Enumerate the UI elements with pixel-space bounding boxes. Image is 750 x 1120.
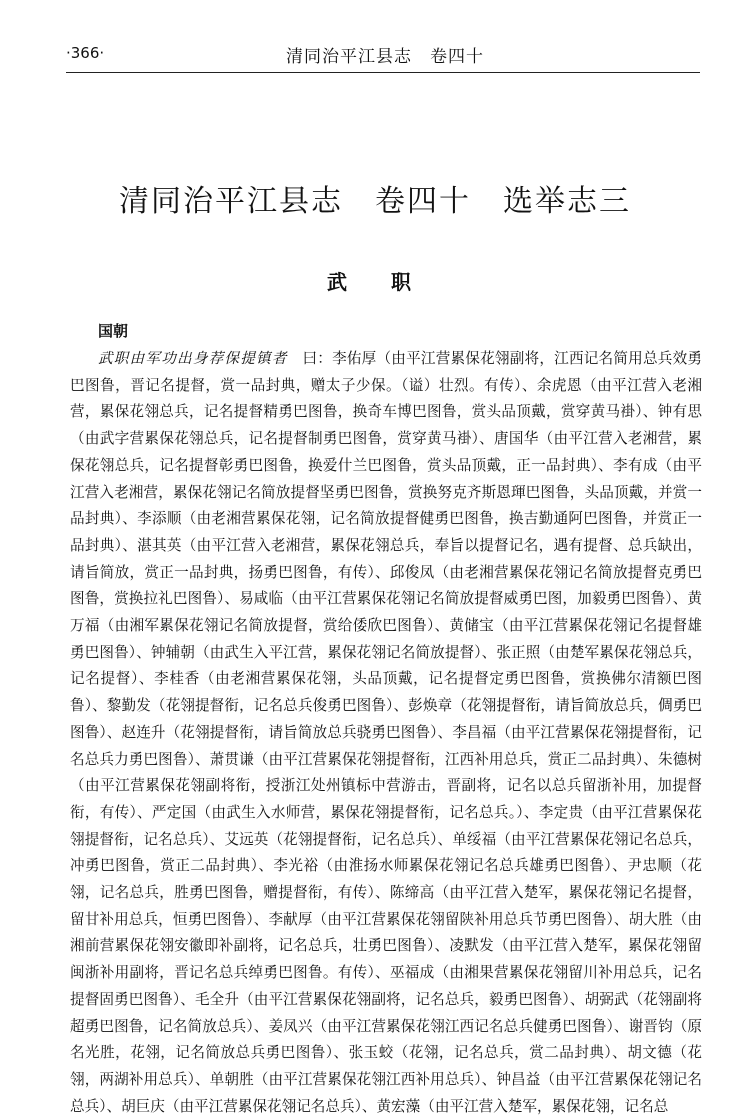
page-header <box>66 38 700 73</box>
page-number: ·366· <box>66 44 105 62</box>
section-title: 武 职 <box>327 270 423 294</box>
document-title: 清同治平江县志 卷四十 选举志三 <box>119 184 631 219</box>
body-paragraph <box>70 346 702 1120</box>
running-title: 清同治平江县志 卷四十 <box>286 47 484 67</box>
body-text: 曰：李佑厚（由平江营累保花翎副将，江西记名简用总兵效勇巴图鲁，晋记名提督，赏一品封典，赠太子少保。（谥）壮烈。有传）、余虎恩（由平江营入老湘营，累保花翎总兵，记名提督精勇巴图鲁，换奇车博巴图鲁，赏头品顶戴，赏穿黄马褂）、钟有思（由武字营累保花翎总兵，记名提督制勇巴图鲁，赏穿黄马褂）、唐国华（由平江营入老湘营，累保花翎总兵，记名提督彰勇巴图鲁，换爱什兰巴图鲁，赏头品顶戴，正一品封典）、李有成（由平江营入老湘营，累保花翎记名简放提督坚勇巴图鲁，赏换努克齐斯恩琿巴图鲁，头品顶戴，并赏一品封典）、李添顺（由老湘营累保花翎，记名简放提督健勇巴图鲁，换吉勤通阿巴图鲁，并赏正一品封典）、湛其英（由平江营入老湘营，累保花翎总兵，奉旨以提督记名，遇有提督、总兵缺出，请旨简放，赏正一品封典，扬勇巴图鲁，有传）、邱俊凤（由老湘营累保花翎记名简放提督克勇巴图鲁，赏换拉礼巴图鲁）、易咸临（由平江营累保花翎记名简放提督威勇巴图，加毅勇巴图鲁）、黄万福（由湘军累保花翎记名简放提督，赏给倭欣巴图鲁）、黄储宝（由平江营累保花翎记名提督雄勇巴图鲁）、钟辅朝（由武生入平江营，累保花翎记名简放提督）、张正照（由楚军累保花翎总兵，记名提督）、李桂香（由老湘营累保花翎，头品顶戴，记名提督定勇巴图鲁，赏换佛尔清额巴图鲁）、黎勤发（花翎提督衔，记名总兵俊勇巴图鲁）、彭焕章（花翎提督衔，请旨简放总兵，倜勇巴图鲁）、赵连升（花翎提督衔，请旨简放总兵骁勇巴图鲁）、李昌福（由平江营累保花翎提督衔，记名总兵力勇巴图鲁）、萧贯谦（由平江营累保花翎提督衔，江西补用总兵，赏正二品封典）、朱德树（由平江营累保花翎副将衔，授浙江处州镇标中营游击，晋副将，记名以总兵留浙补用，加提督衔，有传）、严定国（由武生入水师营，累保花翎提督衔，记名总兵。）、李定贵（由平江营累保花翎提督衔，记名总兵）、艾远英（花翎提督衔，记名总兵）、单绥福（由平江营累保花翎记名总兵，冲勇巴图鲁，赏正二品封典）、李光裕（由淮扬水师累保花翎记名总兵雄勇巴图鲁）、尹忠顺（花翎，记名总兵，胜勇巴图鲁，赠提督衔，有传）、陈缔高（由平江营入楚军，累保花翎记名提督，留甘补用总兵，恒勇巴图鲁）、李献厚（由平江营累保花翎留陕补用总兵节勇巴图鲁）、胡大胜（由湘前营累保花翎安徽即补副将，记名总兵，壮勇巴图鲁）、凌默发（由平江营入楚军，累保花翎留闽浙补用副将，晋记名总兵绰勇巴图鲁。有传）、巫福成（由湘果营累保花翎留川补用总兵，记名提督固勇巴图鲁）、毛全升（由平江营累保花翎副将，记名总兵，毅勇巴图鲁）、胡弼武（花翎副将超勇巴图鲁，记名简放总兵）、姜凤兴（由平江营累保花翎江西记名总兵健勇巴图鲁）、谢晋钧（原名光胜，花翎，记名简放总兵勇巴图鲁）、张玉蛟（花翎，记名总兵，赏二品封典）、胡文德（花翎，两湖补用总兵）、单朝胜（由平江营累保花翎江西补用总兵）、钟昌益（由平江营累保花翎记名总兵）、胡巨庆（由平江营累保花翎记名总兵）、黄宏藻（由平江营入楚军，累保花翎，记名总 <box>70 350 702 1115</box>
lead-phrase: 武职由军功出身荐保提镇者 <box>98 350 288 367</box>
subsection-heading: 国朝 <box>98 322 129 340</box>
